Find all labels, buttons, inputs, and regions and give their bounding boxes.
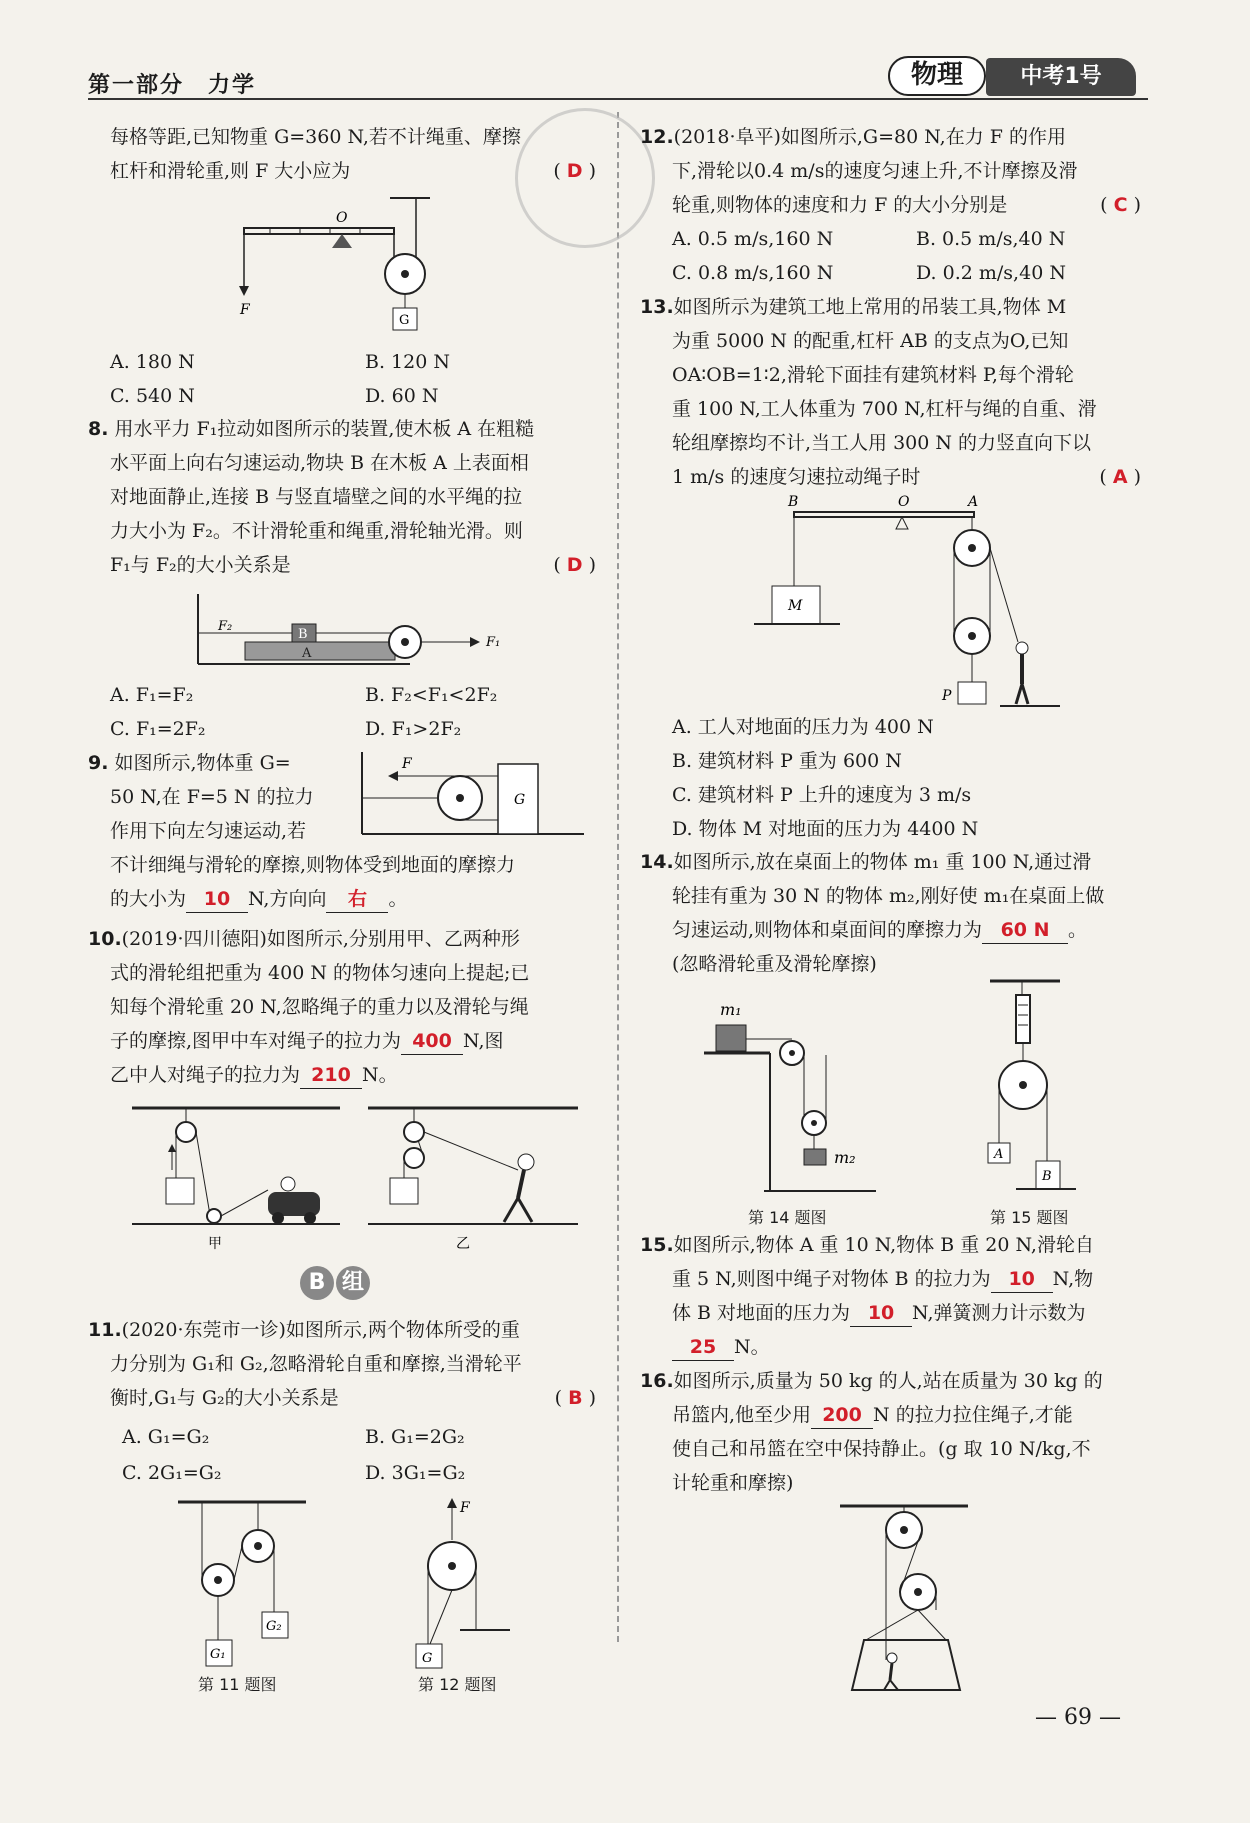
group-b-heading bbox=[300, 1266, 372, 1300]
q15-caption: 第 15 题图 bbox=[990, 1208, 1069, 1227]
q7-option-b[interactable]: B. 120 N bbox=[365, 351, 450, 373]
q10-figure bbox=[128, 1100, 588, 1250]
q14-caption: 第 14 题图 bbox=[748, 1208, 827, 1227]
q11-text: 11.(2020·东莞市一诊)如图所示,两个物体所受的重 力分别为 G₁和 G₂,忽略滑轮自重和摩擦,当滑轮平 衡时,G₁与 G₂的大小关系是 ( B ) bbox=[88, 1319, 596, 1409]
q12-option-d[interactable]: D. 0.2 m/s,40 N bbox=[916, 262, 1066, 284]
group-b-letter: B bbox=[300, 1266, 334, 1300]
q13-text: 13.如图所示为建筑工地上常用的吊装工具,物体 M 为重 5000 N 的配重,杠杆 AB 的支点为O,已知 OA∶OB=1∶2,滑轮下面挂有建筑材料 P,每个滑轮 重 100 N,工人体重为 700 N,杠杆与绳的自重、滑 轮组摩擦均不计,当工人用 300 N 的力竖直向下以 1 m/s 的速度匀速拉动绳子时 ( A ) bbox=[640, 296, 1141, 488]
q11-answer: B bbox=[568, 1387, 583, 1409]
q14-text: 14.如图所示,放在桌面上的物体 m₁ 重 100 N,通过滑 轮挂有重为 30 N 的物体 m₂,刚好使 m₁在桌面上做 匀速运动,则物体和桌面间的摩擦力为 60 N 。 (忽略滑轮重及滑轮摩擦) bbox=[640, 851, 1105, 975]
q15-figure bbox=[980, 975, 1100, 1199]
page-number: — 69 — bbox=[1035, 1705, 1121, 1730]
q7-figure bbox=[230, 190, 460, 340]
q8-label-b: B bbox=[298, 627, 308, 642]
q8-option-a[interactable]: A. F₁=F₂ bbox=[110, 684, 194, 706]
q15-text: 15.如图所示,物体 A 重 10 N,物体 B 重 20 N,滑轮自 重 5 N,则图中绳子对物体 B 的拉力为 10 N,物 体 B 对地面的压力为 10 N,弹簧测力计示数为 25 N。 bbox=[640, 1228, 1145, 1364]
q12-option-c[interactable]: C. 0.8 m/s,160 N bbox=[672, 262, 834, 284]
q12-answer: C bbox=[1113, 194, 1128, 216]
q13-answer: A bbox=[1112, 466, 1128, 488]
q11-option-c[interactable]: C. 2G₁=G₂ bbox=[122, 1462, 222, 1484]
q10-label-jia: 甲 bbox=[208, 1236, 222, 1250]
q10-blank-person-force[interactable]: 210 bbox=[300, 1062, 362, 1089]
q11-option-a[interactable]: A. G₁=G₂ bbox=[122, 1426, 210, 1448]
q16-text: 16.如图所示,质量为 50 kg 的人,站在质量为 30 kg 的 吊篮内,他至少用 200 N 的拉力拉住绳子,才能 使自己和吊篮在空中保持静止。(g 取 10 N/kg,不 计轮重和摩擦) bbox=[640, 1370, 1103, 1494]
q7-option-c[interactable]: C. 540 N bbox=[110, 385, 195, 407]
q8-options bbox=[110, 678, 610, 748]
q9-blank-direction[interactable]: 右 bbox=[326, 886, 388, 913]
q14-blank-friction[interactable]: 60 N bbox=[982, 917, 1068, 944]
q12-label-f: F bbox=[460, 1500, 470, 1516]
q7-option-a[interactable]: A. 180 N bbox=[110, 351, 195, 373]
series-badge: 中考1号 bbox=[986, 58, 1136, 96]
q11-label-g1: G₁ bbox=[210, 1647, 226, 1662]
q15-label-b: B bbox=[1042, 1169, 1052, 1184]
q13-option-d[interactable]: D. 物体 M 对地面的压力为 4400 N bbox=[672, 818, 979, 840]
q7-text: 每格等距,已知物重 G=360 N,若不计绳重、摩擦 杠杆和滑轮重,则 F 大小应为 ( D ) bbox=[110, 126, 596, 182]
q12-caption: 第 12 题图 bbox=[418, 1675, 497, 1694]
q7-label-g: G bbox=[399, 313, 410, 328]
q13-label-a: A bbox=[968, 494, 979, 510]
q8-label-f2: F₂ bbox=[218, 619, 233, 634]
q14-label-m2: m₂ bbox=[834, 1148, 856, 1167]
q13-option-b[interactable]: B. 建筑材料 P 重为 600 N bbox=[672, 750, 902, 772]
q12-text: 12.(2018·阜平)如图所示,G=80 N,在力 F 的作用 下,滑轮以0.4 m/s的速度匀速上升,不计摩擦及滑 轮重,则物体的速度和力 F 的大小分别是 ( C ) bbox=[640, 126, 1141, 216]
q12-options bbox=[672, 222, 1142, 292]
q8-option-c[interactable]: C. F₁=2F₂ bbox=[110, 718, 206, 740]
q13-label-p: P bbox=[942, 688, 952, 704]
q10-label-yi: 乙 bbox=[456, 1236, 470, 1250]
q9-figure bbox=[358, 748, 588, 840]
q12-label-g: G bbox=[422, 1651, 433, 1666]
q10-blank-car-force[interactable]: 400 bbox=[401, 1028, 463, 1055]
section-title: 第一部分 力学 bbox=[88, 73, 257, 98]
q11-label-g2: G₂ bbox=[266, 1619, 282, 1634]
column-divider bbox=[617, 112, 619, 1642]
q13-option-a[interactable]: A. 工人对地面的压力为 400 N bbox=[672, 716, 934, 738]
q13-label-m: M bbox=[788, 598, 803, 614]
q11-caption: 第 11 题图 bbox=[198, 1675, 277, 1694]
q7-option-d[interactable]: D. 60 N bbox=[365, 385, 439, 407]
q14-figure bbox=[700, 995, 880, 1195]
q16-figure bbox=[836, 1500, 976, 1696]
q14-label-m1: m₁ bbox=[720, 1000, 742, 1019]
q8-label-f1: F₁ bbox=[486, 635, 501, 650]
q8-label-a: A bbox=[302, 646, 312, 661]
header-rule bbox=[88, 98, 1148, 100]
q11-option-b[interactable]: B. G₁=2G₂ bbox=[365, 1426, 465, 1448]
q8-figure bbox=[190, 590, 520, 670]
q8-text: 8. 用水平力 F₁拉动如图所示的装置,使木板 A 在粗糙 水平面上向右匀速运动,物块 B 在木板 A 上表面相 对地面静止,连接 B 与竖直墙壁之间的水平绳的拉 力大小为 F₂。不计滑轮重和绳重,滑轮轴光滑。则 F₁与 F₂的大小关系是 ( D ) bbox=[88, 418, 596, 576]
q13-label-b: B bbox=[788, 494, 799, 510]
q16-blank-pull-force[interactable]: 200 bbox=[811, 1402, 873, 1429]
q12-option-b[interactable]: B. 0.5 m/s,40 N bbox=[916, 228, 1066, 250]
q9-blank-friction[interactable]: 10 bbox=[186, 886, 248, 913]
q8-answer: D bbox=[566, 554, 583, 576]
q9-label-f: F bbox=[402, 756, 412, 772]
subject-badge: 物理 bbox=[888, 56, 986, 96]
q10-text: 10.(2019·四川德阳)如图所示,分别用甲、乙两种形 式的滑轮组把重为 400 N 的物体匀速向上提起;已 知每个滑轮重 20 N,忽略绳子的重力以及滑轮与绳 子的摩擦,图甲中车对绳子的拉力为 400 N,图 乙中人对绳子的拉力为 210 N。 bbox=[88, 922, 600, 1092]
q9-label-g: G bbox=[514, 792, 526, 808]
q11-options bbox=[122, 1420, 612, 1490]
q11-option-d[interactable]: D. 3G₁=G₂ bbox=[365, 1462, 466, 1484]
q8-option-d[interactable]: D. F₁>2F₂ bbox=[365, 718, 462, 740]
q15-label-a: A bbox=[994, 1147, 1004, 1162]
q13-option-c[interactable]: C. 建筑材料 P 上升的速度为 3 m/s bbox=[672, 784, 972, 806]
q12-option-a[interactable]: A. 0.5 m/s,160 N bbox=[672, 228, 834, 250]
q13-figure bbox=[750, 492, 1070, 710]
q7-answer: D bbox=[566, 160, 583, 182]
q7-label-f: F bbox=[240, 302, 250, 318]
q13-label-o: O bbox=[898, 494, 910, 510]
q15-blank-spring-reading[interactable]: 25 bbox=[672, 1334, 734, 1361]
q9-text: 9. 如图所示,物体重 G= 50 N,在 F=5 N 的拉力 作用下向左匀速运动,若 不计细绳与滑轮的摩擦,则物体受到地面的摩擦力 的大小为 10 N,方向向 右 。 bbox=[88, 746, 600, 916]
q7-label-o: O bbox=[336, 210, 348, 226]
q12-figure bbox=[400, 1494, 530, 1674]
q15-blank-rope-force[interactable]: 10 bbox=[991, 1266, 1053, 1293]
q11-figure bbox=[170, 1494, 320, 1674]
q8-option-b[interactable]: B. F₂<F₁<2F₂ bbox=[365, 684, 498, 706]
group-b-label: 组 bbox=[336, 1266, 370, 1300]
q7-options bbox=[110, 345, 610, 415]
q15-blank-pressure[interactable]: 10 bbox=[850, 1300, 912, 1327]
q13-options bbox=[672, 710, 1142, 850]
